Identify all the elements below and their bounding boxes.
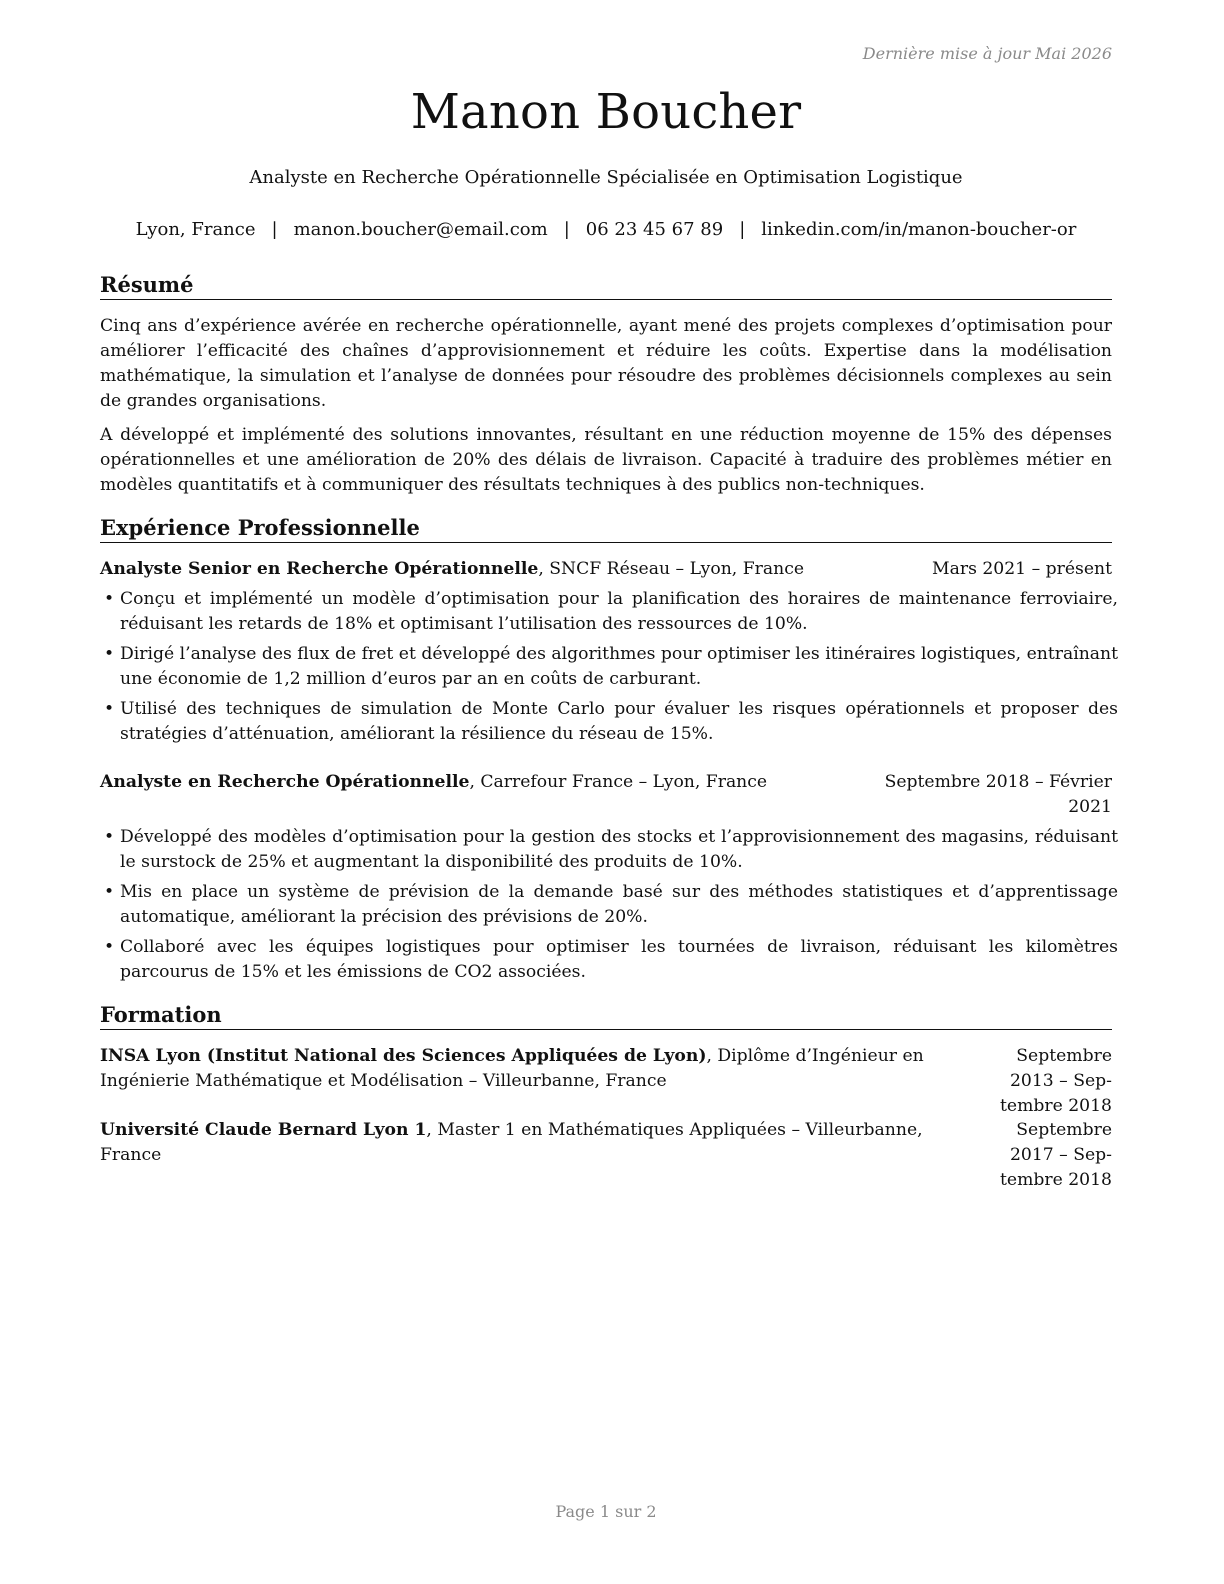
contact-separator: | [739, 219, 746, 240]
education-detail: , Master 1 en Mathématiques Appliquées – Villeurbanne, France [100, 1120, 923, 1165]
bullet-text: Mis en place un système de prévision de la demande basé sur des méthodes statistiques et d’apprentissage automatique, améliorant la précision des prévisions de 20%. [120, 882, 1118, 927]
bullet-text: Collaboré avec les équipes logistiques pour optimiser les tournées de livraison, réduisant les kilomètres parcourus de 15% et les émissions de CO2 associées. [120, 937, 1118, 982]
resume-page [100, 0, 1118, 1584]
contact-separator: | [271, 219, 278, 240]
contact-location: Lyon, France [135, 219, 256, 240]
job-dates: Mars 2021 – présent [932, 559, 1112, 579]
bullet-text: Utilisé des techniques de simulation de Monte Carlo pour évaluer les risques opérationnels et proposer des stratégies d’atténuation, améliorant la résilience du réseau de 15%. [120, 699, 1118, 744]
last-updated: Dernière mise à jour Mai 2026 [862, 44, 1112, 63]
contact-phone[interactable]: 06 23 45 67 89 [585, 219, 724, 240]
bullet-icon: • [104, 937, 115, 957]
education-institution: INSA Lyon (Institut National des Sciences Appliquées de Lyon) [100, 1046, 707, 1066]
bullet-text: Dirigé l’analyse des flux de fret et développé des algorithmes pour optimiser les itinéraires logistiques, entraînant une économie de 1,2 million d’euros par an en coûts de carburant. [120, 644, 1118, 689]
list-item [100, 935, 1118, 985]
contact-linkedin[interactable]: linkedin.com/in/manon-boucher-or [761, 219, 1077, 240]
education-dates [976, 1044, 1112, 1119]
job-title: Analyste Senior en Recherche Opérationnelle [100, 559, 539, 579]
list-item [100, 587, 1118, 637]
education-description [100, 1118, 976, 1168]
summary-paragraph: A développé et implémenté des solutions innovantes, résultant en une réduction moyenne de 15% des dépenses opérationnelles et une amélioration de 20% des délais de livraison. Capacité à traduire des problèmes métier en modèles quantitatifs et à communiquer des résultats techniques à des publics non-techniques. [100, 425, 1112, 495]
bullet-icon: • [104, 882, 115, 902]
education-dates-line: tembre 2018 [1000, 1096, 1112, 1116]
education-dates-line: Septembre 2013 – Sep- [1009, 1046, 1112, 1091]
list-item [100, 880, 1118, 930]
job-title: Analyste en Recherche Opérationnelle [100, 772, 470, 792]
bullet-icon: • [104, 644, 115, 664]
bullet-text: Développé des modèles d’optimisation pour la gestion des stocks et l’approvisionnement des magasins, réduisant le surstock de 25% et augmentant la disponibilité des produits de 10%. [120, 827, 1118, 872]
education-description [100, 1044, 976, 1094]
summary-paragraph: Cinq ans d’expérience avérée en recherche opérationnelle, ayant mené des projets complexes d’optimisation pour améliorer l’efficacité des chaînes d’approvisionnement et réduire les coûts. Expertise dans la modélisation mathématique, la simulation et l’analyse de données pour résoudre des problèmes décisionnels complexes au sein de grandes organisations. [100, 316, 1112, 411]
candidate-subtitle: Analyste en Recherche Opérationnelle Spécialisée en Optimisation Logistique [249, 167, 963, 188]
job-dates-line: Septembre 2018 – Février [884, 772, 1112, 792]
education-institution: Université Claude Bernard Lyon 1 [100, 1120, 427, 1140]
list-item [100, 642, 1118, 692]
section-heading-education: Formation [100, 1002, 1112, 1030]
education-detail: , Diplôme d’Ingénieur en Ingénierie Mathématique et Modélisation – Villeurbanne, France [100, 1046, 924, 1091]
job-organization: , SNCF Réseau – Lyon, France [538, 559, 804, 579]
section-heading-summary: Résumé [100, 272, 1112, 300]
job-bullets [100, 825, 1118, 990]
job-dates-line: 2021 [1068, 797, 1112, 817]
section-heading-experience: Expérience Professionnelle [100, 515, 1112, 543]
job-header [100, 557, 1112, 582]
contact-email[interactable]: manon.boucher@email.com [293, 219, 548, 240]
job-dates [885, 770, 1112, 820]
page-number: Page 1 sur 2 [555, 1502, 657, 1521]
contact-separator: | [563, 219, 570, 240]
contact-line [100, 219, 1112, 240]
bullet-text: Conçu et implémenté un modèle d’optimisation pour la planification des horaires de maintenance ferroviaire, réduisant les retards de 18% et optimisant l’utilisation des ressources de 10%. [120, 589, 1118, 634]
list-item [100, 697, 1118, 747]
bullet-icon: • [104, 699, 115, 719]
bullet-icon: • [104, 589, 115, 609]
education-dates [976, 1118, 1112, 1193]
bullet-icon: • [104, 827, 115, 847]
candidate-name: Manon Boucher [410, 84, 802, 140]
job-bullets [100, 587, 1118, 752]
job-organization: , Carrefour France – Lyon, France [469, 772, 768, 792]
list-item [100, 825, 1118, 875]
job-header [100, 770, 1112, 817]
education-dates-line: Septembre 2017 – Sep- [1009, 1120, 1112, 1165]
education-dates-line: tembre 2018 [1000, 1170, 1112, 1190]
